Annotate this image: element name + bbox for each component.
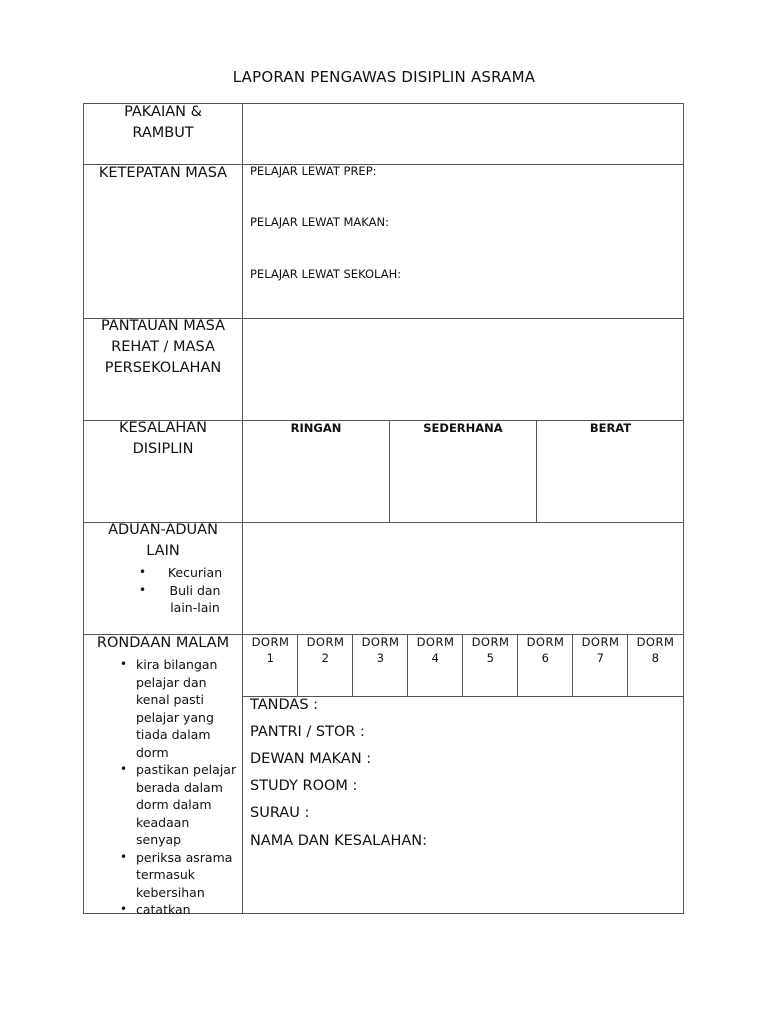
lewat-makan-field: PELAJAR LEWAT MAKAN: xyxy=(250,215,389,229)
label-pakaian-rambut: PAKAIAN & RAMBUT xyxy=(124,104,202,141)
header-ringan: RINGAN xyxy=(290,421,342,435)
header-berat: BERAT xyxy=(589,421,632,435)
dorm-label: DORM xyxy=(361,635,400,649)
list-item: • pastikan pelajar berada dalam dorm dalam keadaan senyap xyxy=(136,761,238,849)
lewat-sekolah-field: PELAJAR LEWAT SEKOLAH: xyxy=(250,267,402,281)
dorm-number: 4 xyxy=(431,650,440,665)
study-room-field: STUDY ROOM : xyxy=(250,778,358,794)
dorm-cell-6 xyxy=(518,635,573,666)
kesalahan-col-divider xyxy=(536,420,537,522)
aduan-list xyxy=(139,564,235,617)
dorm-cell-2 xyxy=(298,635,353,666)
label-rondaan-malam: RONDAAN MALAM xyxy=(96,635,230,651)
dorm-number: 8 xyxy=(651,650,660,665)
document-title: LAPORAN PENGAWAS DISIPLIN ASRAMA xyxy=(232,68,536,86)
label-aduan-lain: ADUAN-ADUAN LAIN xyxy=(108,522,218,559)
list-item: • catatkan xyxy=(136,901,238,919)
tandas-field: TANDAS : xyxy=(250,697,319,713)
dorm-number: 5 xyxy=(486,650,495,665)
dorm-label: DORM xyxy=(581,635,620,649)
dorm-number: 2 xyxy=(321,650,330,665)
dorm-label: DORM xyxy=(526,635,565,649)
list-item: • kira bilangan pelajar dan kenal pasti pelajar yang tiada dalam dorm xyxy=(136,656,238,761)
dorm-number: 1 xyxy=(266,650,275,665)
label-ketepatan-masa: KETEPATAN MASA xyxy=(98,165,228,181)
dorm-cell-7 xyxy=(573,635,628,666)
nama-kesalahan-field: NAMA DAN KESALAHAN: xyxy=(250,833,428,849)
list-item: • periksa asrama termasuk kebersihan xyxy=(136,849,238,902)
dorm-label: DORM xyxy=(251,635,290,649)
dorm-number: 7 xyxy=(596,650,605,665)
dorm-cell-3 xyxy=(353,635,408,666)
dorm-label: DORM xyxy=(416,635,455,649)
kesalahan-col-divider xyxy=(389,420,390,522)
dorm-cell-4 xyxy=(408,635,463,666)
dorm-number: 6 xyxy=(541,650,550,665)
label-pantauan: PANTAUAN MASA REHAT / MASA PERSEKOLAHAN xyxy=(100,318,226,376)
column-divider xyxy=(242,103,243,914)
label-kesalahan-disiplin: KESALAHAN DISIPLIN xyxy=(118,420,208,457)
dorm-cell-1 xyxy=(243,635,298,666)
dorm-label: DORM xyxy=(471,635,510,649)
list-item: • Kecurian xyxy=(155,564,235,582)
dorm-label: DORM xyxy=(636,635,675,649)
header-sederhana: SEDERHANA xyxy=(423,421,503,435)
dorm-cell-8 xyxy=(628,635,683,666)
dorm-cell-5 xyxy=(463,635,518,666)
dewan-makan-field: DEWAN MAKAN : xyxy=(250,751,372,767)
surau-field: SURAU : xyxy=(250,805,310,821)
pantri-stor-field: PANTRI / STOR : xyxy=(250,724,365,740)
list-item: • Buli dan lain-lain xyxy=(155,582,235,617)
dorm-number: 3 xyxy=(376,650,385,665)
lewat-prep-field: PELAJAR LEWAT PREP: xyxy=(250,164,377,178)
rondaan-list xyxy=(120,656,238,919)
dorm-label: DORM xyxy=(306,635,345,649)
